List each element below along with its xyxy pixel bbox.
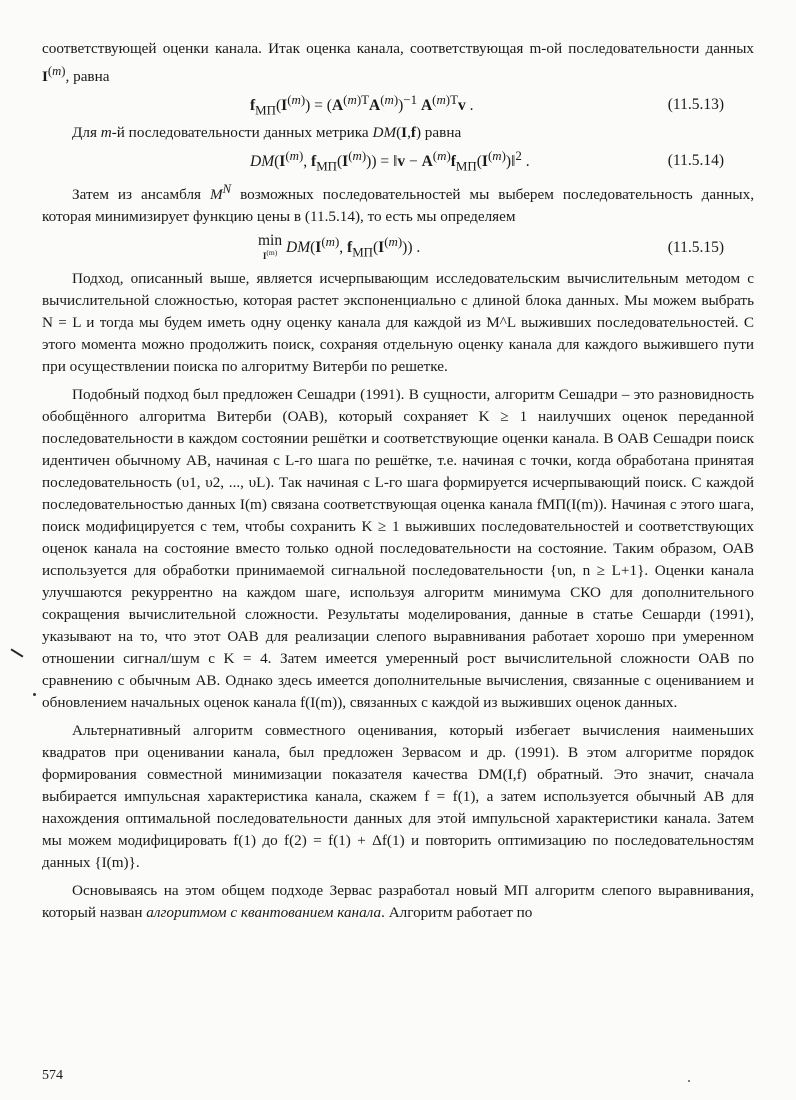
paragraph-0: соответствующей оценки канала. Итак оценка канала, соответствующая m-ой последовательности данных $I^{(m)}$, равна	[42, 40, 754, 86]
paragraph-3: Подход, описанный выше, является исчерпывающим исследовательским вычислительным методом с вычислительной сложностью, которая растет экспоненциально с длиной блока данных. Мы можем выбрать N = L и тогда мы будем иметь одну оценку канала для каждой из M^L выживших последовательностей. С этого момента можно продолжить поиск, сохраняя отдельную оценку канала для каждого выжившего пути при осуществлении поиска по алгоритму Витерби по решетке.	[42, 270, 754, 376]
equation-11-5-14	[42, 144, 754, 178]
equation-body: $DM(I^{(m)}$, $f_{МП}(I^{(m)})$) = ‖v − $A^{(m)}f_{МП}(I^{(m)})‖^2$ .	[250, 147, 530, 174]
equation-11-5-13	[42, 88, 754, 122]
equation-number: (11.5.15)	[667, 239, 724, 257]
equation-body: $f_{МП}(I^{(m)}) = (A^{(m)T}A^{(m)})^{-1}$ $A^{(m)T}v$ .	[250, 91, 474, 118]
equation-number: (11.5.13)	[667, 96, 724, 114]
equation-11-5-15	[42, 228, 754, 268]
margin-mark	[11, 648, 24, 657]
margin-dot	[33, 693, 36, 696]
page-body	[42, 38, 754, 924]
paragraph-6: Основываясь на этом общем подходе Зервас разработал новый МП алгоритм слепого выравнивания, который назван алгоритмом с квантованием канала. Алгоритм работает по	[42, 882, 754, 922]
paragraph-1: Для m-й последовательности данных метрика DM(I,f) равна	[72, 124, 462, 142]
margin-dot	[688, 1080, 690, 1082]
paragraph-4: Подобный подход был предложен Сешадри (1991). В сущности, алгоритм Сешадри – это разновидность обобщённого алгоритма Витерби (ОАВ), который сохраняет K ≥ 1 наилучших оценок переданной последовательности в каждом состоянии решётки и соответствующие оценки канала. В ОАВ Сешадри поиск идентичен обычному АВ, начиная с L-го шага по решётке, т.е. начиная с точки, когда обработана принятая последовательность (υ1, υ2, ..., υL). Так начиная с L-го шага формируется исчерпывающий поиск. С каждой последовательностью данных I(m) связана соответствующая оценка канала fМП(I(m)). Начиная с этого шага, поиск модифицируется с тем, чтобы сохранить K ≥ 1 выживших последовательностей и соответствующих оценок канала на состояние вместо только одной последовательности на состояние. Таким образом, ОАВ используется для обработки принимаемой сигнальной последовательности {υn, n ≥ L+1}. Оценки канала улучшаются рекуррентно на каждом шаге, используя алгоритм минимума СКО для дополнительного сокращения вычислительной сложности. Результаты моделирования, данные в статье Сешарди (1991), указывают на то, что этот ОАВ для реализации слепого выравнивания работает хорошо при умеренном отношении сигнал/шум с K = 4. Затем имеется умеренный рост вычислительной сложности ОАВ по сравнению с обычным АВ. Однако здесь имеется дополнительные вычисления, связанные с оцениванием и обновлением начальных оценок канала f(I(m)), связанных с каждой из выживших оценок данных.	[42, 386, 754, 712]
page-number: 574	[42, 1068, 63, 1083]
paragraph-5: Альтернативный алгоритм совместного оценивания, который избегает вычисления наименьших квадратов при оценивании канала, был предложен Зервасом и др. (1991). В этом алгоритме порядок формирования совместной минимизации показателя качества DM(I,f) обратный. Это значит, сначала выбирается импульсная характеристика канала, скажем f = f(1), а затем используется обычный АВ для нахождения оптимальной последовательности данных для этой импульсной характеристики канала. Затем мы можем модифицировать f(1) до f(2) = f(1) + Δf(1) и повторить оптимизацию по последовательностям данных {I(m)}.	[42, 722, 754, 872]
equation-body: min $I^{(m)}$ $DM(I^{(m)}$, $f_{МП}(I^{(m)})$) .	[258, 232, 421, 262]
equation-number: (11.5.14)	[667, 152, 724, 170]
paragraph-2: Затем из ансамбля $M^N$ возможных последовательностей мы выберем последовательность данных, которая минимизирует функцию цены в (11.5.14), то есть мы определяем	[42, 182, 754, 226]
